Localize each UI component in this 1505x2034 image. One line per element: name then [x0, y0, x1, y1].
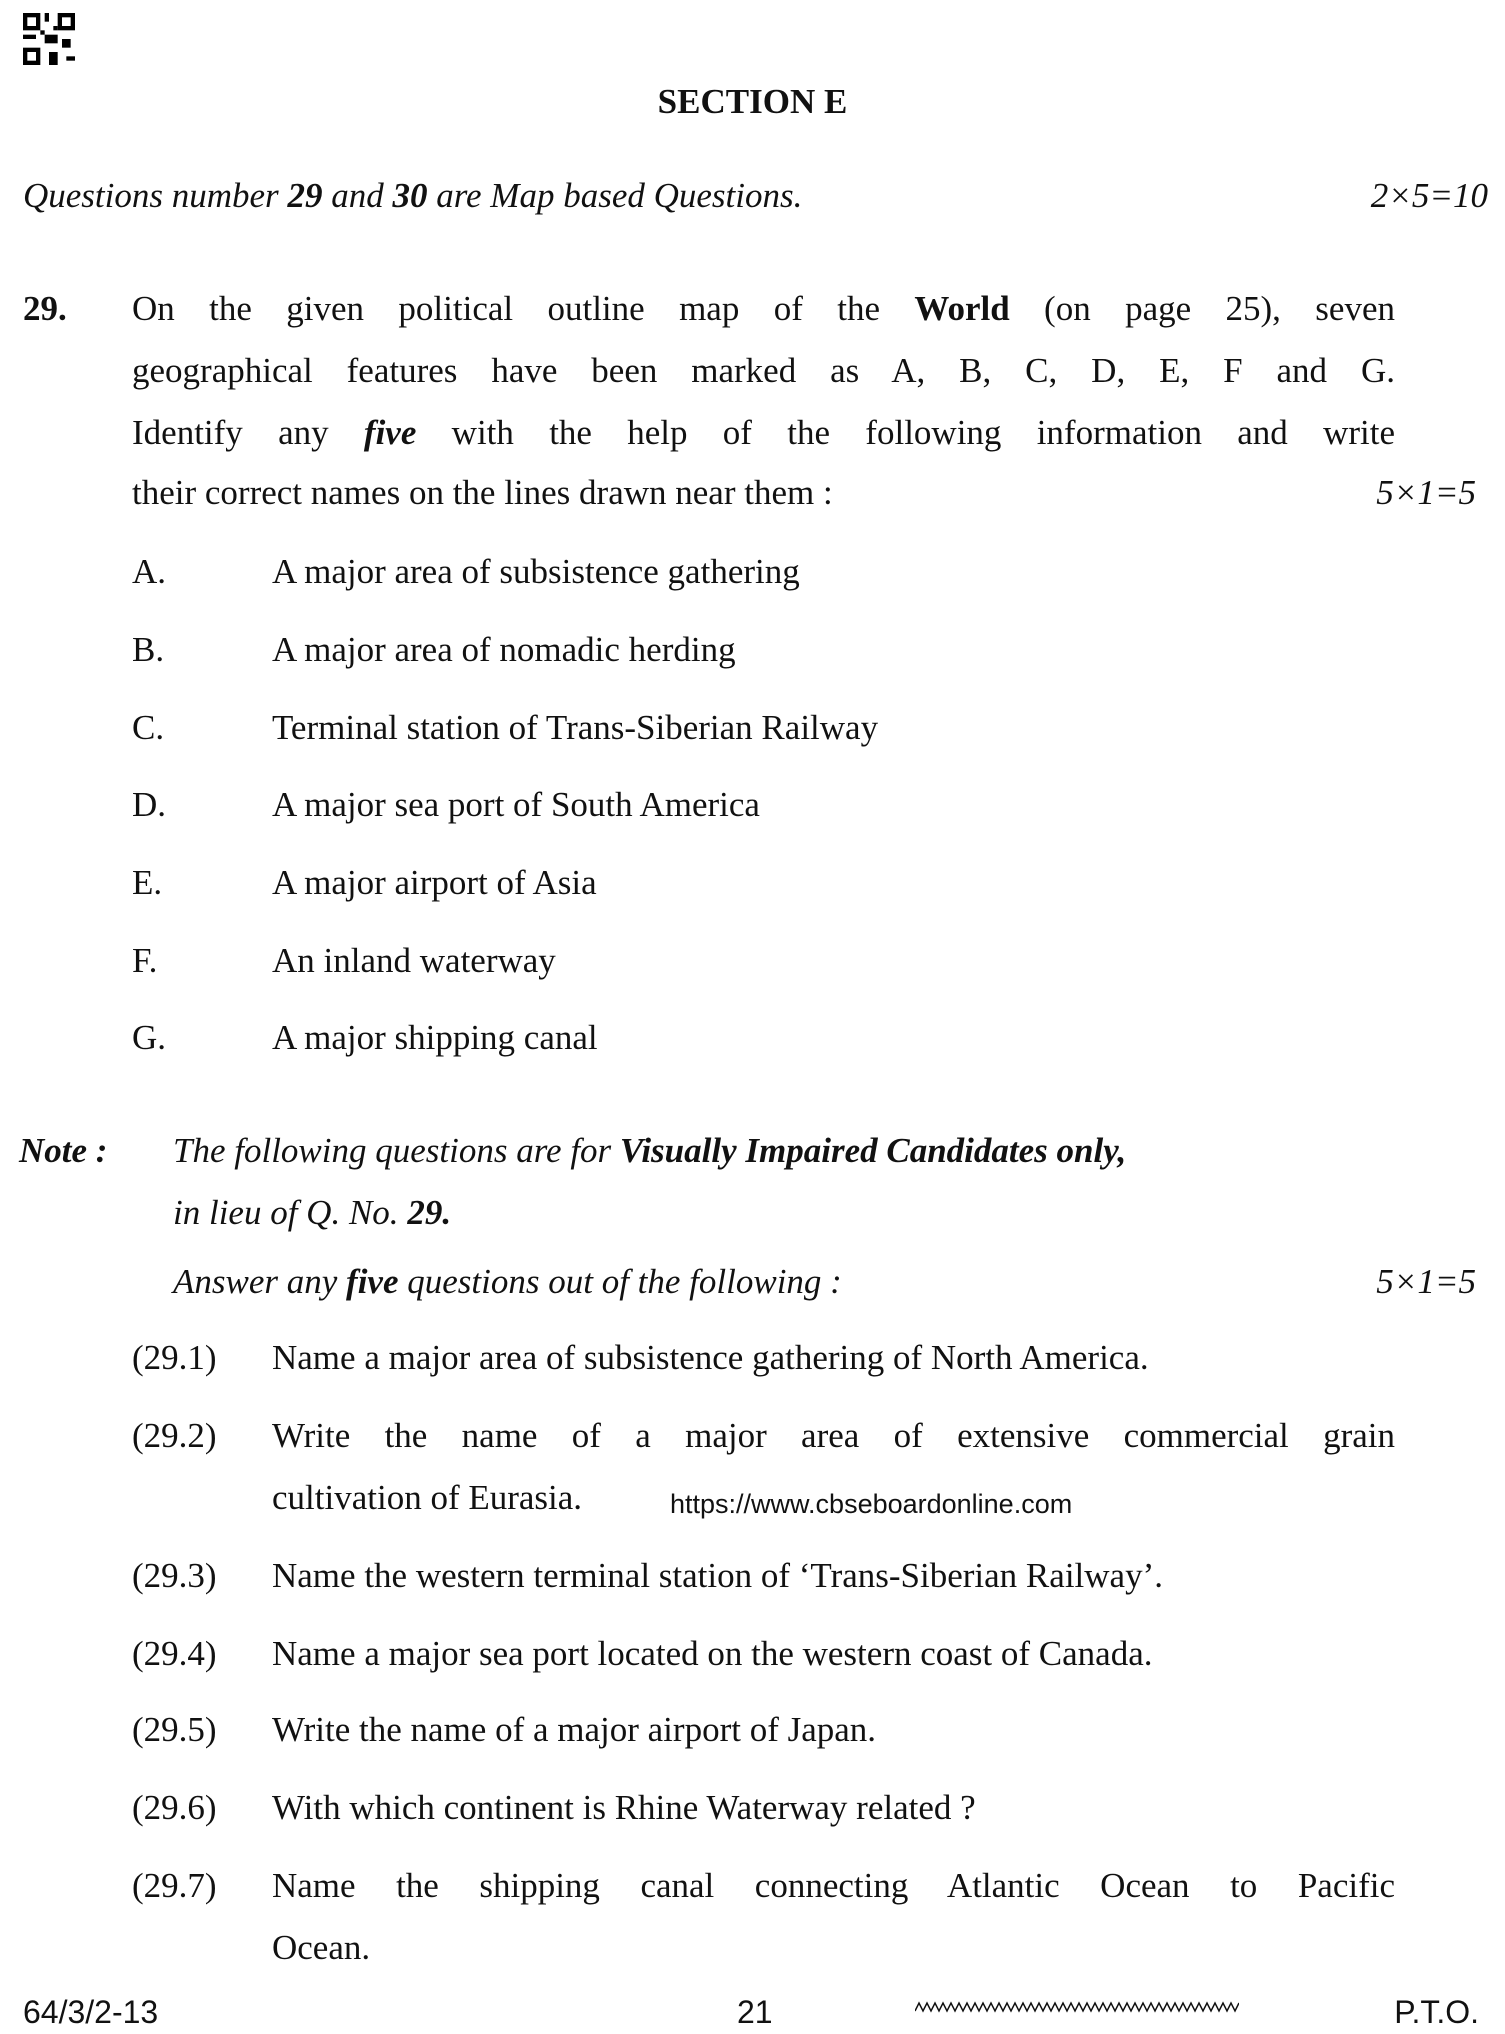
- option-text: An inland waterway: [272, 941, 556, 980]
- question-number: 29.: [23, 289, 67, 328]
- q29-line-2: geographical features have been marked as A, B, C, D, E, F and G.: [132, 351, 1395, 390]
- q29-marks: 5×1=5: [1376, 473, 1476, 512]
- instruction: [23, 178, 802, 213]
- footer-code: 64/3/2-13: [23, 1994, 159, 2030]
- page-number: 21: [737, 1994, 773, 2030]
- vi-question-text: With which continent is Rhine Waterway related ?: [272, 1788, 976, 1827]
- note-label: Note :: [19, 1131, 108, 1170]
- qr-code-icon: [23, 13, 75, 65]
- vi-question-text: Name a major area of subsistence gathering of North America.: [272, 1338, 1149, 1377]
- option-label: E.: [132, 863, 163, 902]
- q29-five: five: [363, 413, 417, 452]
- vi-question-number: (29.3): [132, 1556, 217, 1595]
- option-text: A major area of nomadic herding: [272, 630, 736, 669]
- q29-line-1: [132, 291, 1395, 326]
- note-bold: Visually Impaired Candidates only,: [619, 1131, 1127, 1170]
- vi-question-number: (29.5): [132, 1710, 217, 1749]
- vi-question-text: Name the shipping canal connecting Atlantic Ocean to Pacific: [272, 1866, 1395, 1905]
- option-label: F.: [132, 941, 158, 980]
- note-bold: five: [346, 1262, 399, 1301]
- note-text: Answer any: [173, 1262, 347, 1301]
- note-text: questions out of the following :: [398, 1262, 842, 1301]
- vi-question-number: (29.6): [132, 1788, 217, 1827]
- q29-text: Identify any: [132, 413, 364, 452]
- instruction-marks: 2×5=10: [1370, 176, 1488, 215]
- instruction-q30: 30: [392, 176, 428, 215]
- vi-question-text: Write the name of a major airport of Japan.: [272, 1710, 877, 1749]
- instruction-q29: 29: [287, 176, 323, 215]
- q29-text: On the given political outline map of the: [132, 289, 915, 328]
- wavy-line-decoration: [915, 2000, 1239, 2014]
- option-text: A major sea port of South America: [272, 785, 760, 824]
- vi-question-text: Write the name of a major area of extensive commercial grain: [272, 1416, 1395, 1455]
- instruction-text: and: [322, 176, 393, 215]
- option-label: D.: [132, 785, 167, 824]
- vi-question-text: Name the western terminal station of ‘Trans-Siberian Railway’.: [272, 1556, 1163, 1595]
- option-text: A major airport of Asia: [272, 863, 597, 902]
- option-text: A major shipping canal: [272, 1018, 598, 1057]
- vi-question-text: cultivation of Eurasia.: [272, 1478, 583, 1517]
- vi-question-number: (29.7): [132, 1866, 217, 1905]
- note-marks: 5×1=5: [1376, 1262, 1476, 1301]
- note-line-1: [173, 1133, 1126, 1168]
- vi-question-number: (29.2): [132, 1416, 217, 1455]
- option-text: Terminal station of Trans-Siberian Railway: [272, 708, 879, 747]
- option-label: B.: [132, 630, 165, 669]
- note-answer: [173, 1264, 842, 1299]
- vi-question-text: Ocean.: [272, 1928, 371, 1967]
- note-text: in lieu of Q. No.: [173, 1193, 408, 1232]
- vi-question-number: (29.1): [132, 1338, 217, 1377]
- vi-question-number: (29.4): [132, 1634, 217, 1673]
- option-label: G.: [132, 1018, 167, 1057]
- note-text: The following questions are for: [173, 1131, 620, 1170]
- q29-text: with the help of the following information and write: [416, 413, 1395, 452]
- note-bold: 29.: [407, 1193, 452, 1232]
- pto-label: P.T.O.: [1394, 1994, 1479, 2030]
- option-label: A.: [132, 552, 167, 591]
- q29-text: (on page 25), seven: [1009, 289, 1395, 328]
- section-title: SECTION E: [657, 82, 848, 121]
- option-text: A major area of subsistence gathering: [272, 552, 800, 591]
- watermark-url: https://www.cbseboardonline.com: [670, 1489, 1073, 1519]
- note-line-2: [173, 1195, 451, 1230]
- q29-line-4: their correct names on the lines drawn near them :: [132, 473, 833, 512]
- q29-line-3: [132, 415, 1395, 450]
- option-label: C.: [132, 708, 165, 747]
- instruction-text: Questions number: [23, 176, 288, 215]
- instruction-text: are Map based Questions.: [427, 176, 803, 215]
- q29-world: World: [914, 289, 1010, 328]
- vi-question-text: Name a major sea port located on the western coast of Canada.: [272, 1634, 1153, 1673]
